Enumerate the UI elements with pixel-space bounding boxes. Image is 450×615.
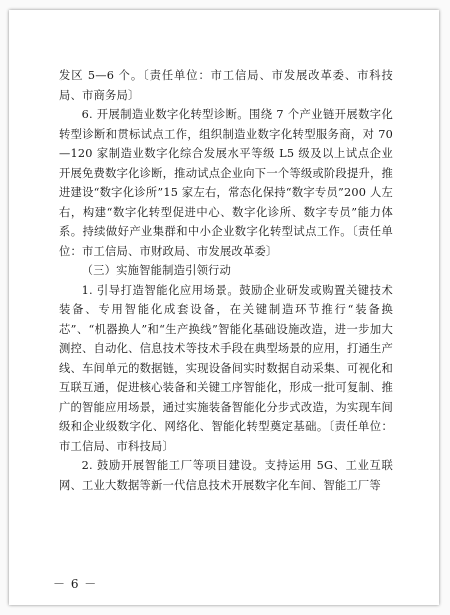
document-page [9, 10, 439, 605]
paragraph: 6. 开展制造业数字化转型诊断。围绕 7 个产业链开展数字化转型诊断和贯标试点工作，组织制造业数字化转型服务商，对 70—120 家制造业数字化综合发展水平等级 L5 级及以上试点企业开展免费数字化诊断，推动试点企业向下一个等级或阶段提升，推进建设“数字化诊所”15 家左右，常态化保持“数字专员”200 人左右，构建“数字化转型促进中心、数字化诊所、数字专员”能力体系。持续做好产业集群和中小企业数字化转型试点工作。〔责任单位：市工信局、市财政局、市发展改革委〕 [59, 108, 393, 258]
document-body [59, 66, 393, 495]
paragraph: 2. 鼓励开展智能工厂等项目建设。支持运用 5G、工业互联网、工业大数据等新一代信息技术开展数字化车间、智能工厂等 [59, 459, 393, 492]
paragraph: 1. 引导打造智能化应用场景。鼓励企业研发或购置关键技术装备、专用智能化成套设备，在关键制造环节推行“装备换芯”、“机器换人”和“生产换线”智能化基础设施改造，进一步加大测控、自动化、信息技术等技术手段在典型场景的应用，打通生产线、车间单元的数据链，实现设备间实时数据自动采集、可视化和互联互通，促进核心装备和关键工序智能化，形成一批可复制、推广的智能应用场景，通过实施装备智能化分步式改造，为实现车间级和企业级数字化、网络化、智能化转型奠定基础。〔责任单位：市工信局、市科技局〕 [59, 283, 393, 453]
page-number: － 6 － [53, 577, 98, 591]
paragraph: 发区 5—6 个。〔责任单位：市工信局、市发展改革委、市科技局、市商务局〕 [59, 69, 393, 102]
section-heading: （三）实施智能制造引领行动 [81, 264, 232, 277]
